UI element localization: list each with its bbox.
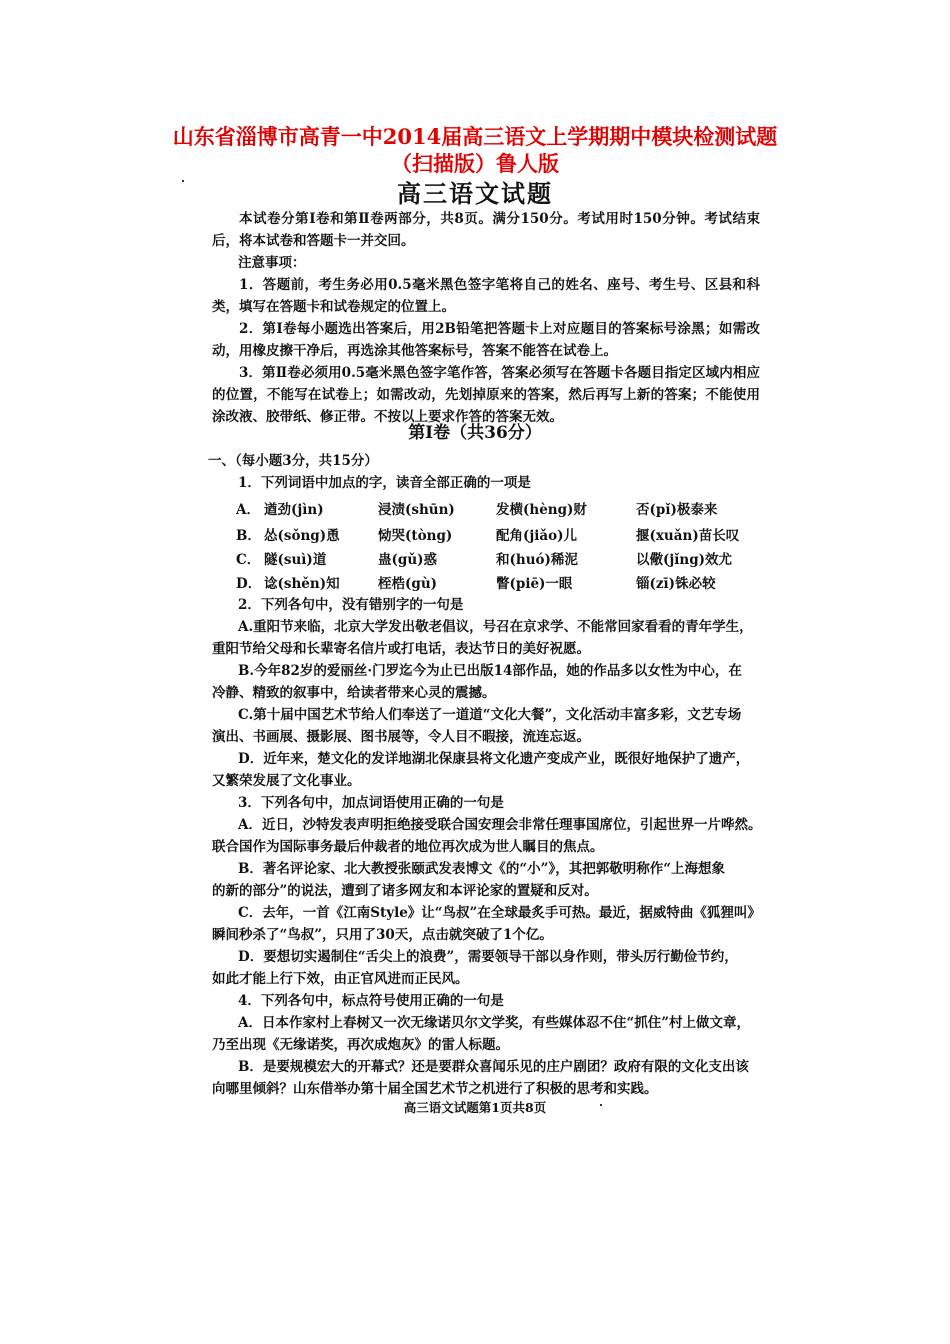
notice-label: 注意事项： <box>238 255 306 271</box>
option-text: C．去年，一首《江南Style》让“鸟叔”在全球最炙手可热。最近，据威特曲《狐狸叫》 <box>238 905 761 921</box>
option-text: B.今年82岁的爱丽丝·门罗迄今为止已出版14部作品，她的作品多以女性为中心，在 <box>238 663 742 679</box>
option-item: 配角(jiǎo)儿 <box>496 528 578 544</box>
option-text: 的新的部分”的说法，遭到了诸多网友和本评论家的置疑和反对。 <box>212 883 598 899</box>
option-text: 瞬间秒杀了“鸟叔”，只用了30天，点击就突破了1个亿。 <box>212 927 553 943</box>
option-text: C.第十届中国艺术节给人们奉送了一道道“文化大餐”，文化活动丰富多彩，文艺专场 <box>238 707 742 723</box>
notice-item-1: 1．答题前，考生务必用0.5毫米黑色签字笔将自己的姓名、座号、考生号、区县和科类，填写在答题卡和试卷规定的位置上。 <box>212 277 760 315</box>
option-text: D．要想切实遏制住“舌尖上的浪费”，需要领导干部以身作则，带头厉行勤俭节约， <box>238 949 738 965</box>
option-item: 谂(shěn)知 <box>264 576 340 592</box>
option-text: 联合国作为国际事务最后仲裁者的地位再次成为世人瞩目的焦点。 <box>212 839 604 855</box>
question-stem: 3．下列各句中，加点词语使用正确的一句是 <box>238 795 504 811</box>
option-text: 乃至出现《无缘诺奖，再次成炮灰》的雷人标题。 <box>212 1037 509 1053</box>
document-title-line1: 山东省淄博市高青一中2014届高三语文上学期期中模块检测试题 <box>172 124 778 149</box>
option-item: 浸渍(shūn) <box>378 502 455 518</box>
option-item: 遒劲(jìn) <box>264 502 324 518</box>
option-label: A． <box>236 502 260 518</box>
option-item: 和(huó)稀泥 <box>496 552 578 568</box>
section-heading: 第Ⅰ卷（共36分） <box>408 423 542 443</box>
option-text: D．近年来，楚文化的发详地湖北保康县将文化遗产变成产业，既很好地保护了遗产， <box>238 751 750 767</box>
option-label: B． <box>236 528 261 544</box>
option-item: 恸哭(tòng) <box>378 528 453 544</box>
document-title-line2: （扫描版）鲁人版 <box>391 151 559 176</box>
option-item: 桎梏(gù) <box>378 576 438 592</box>
page-footer: 高三语文试题第1页共8页 <box>403 1100 547 1115</box>
option-text: 如此才能上行下效，由正官风进而正民风。 <box>212 971 469 987</box>
option-text: A．近日，沙特发表声明拒绝接受联合国安理会非常任理事国席位，引起世界一片哗然。 <box>238 817 762 833</box>
option-item: 锱(zī)铢必较 <box>636 576 716 592</box>
option-text: 又繁荣发展了文化事业。 <box>212 773 361 789</box>
option-item: 怂(sǒng)恿 <box>264 528 340 544</box>
question-stem: 1．下列词语中加点的字，读音全部正确的一项是 <box>238 475 531 491</box>
option-text: 演出、书画展、摄影展、图书展等，令人目不暇接，流连忘返。 <box>212 729 590 745</box>
option-item: 否(pǐ)极泰来 <box>636 502 718 518</box>
option-text: A．日本作家村上春树又一次无缘诺贝尔文学奖，有些媒体忍不住“抓住”村上做文章， <box>238 1015 751 1031</box>
option-item: 以儆(jǐng)效尤 <box>636 552 733 568</box>
option-label: C． <box>236 552 261 568</box>
notice-item-3: 3．第Ⅱ卷必须用0.5毫米黑色签字笔作答，答案必须写在答题卡各题目指定区域内相应的位置，不能写在试卷上；如需改动，先划掉原来的答案，然后再写上新的答案；不能使用涂改液、胶带纸、修正带。不按以上要求作答的答案无效。 <box>212 365 760 425</box>
option-label: D． <box>236 576 262 592</box>
option-text: 向哪里倾斜？山东借举办第十届全国艺术节之机进行了积极的思考和实践。 <box>212 1081 658 1097</box>
option-item: 蛊(gǔ)惑 <box>378 552 438 568</box>
question-stem: 2．下列各句中，没有错别字的一句是 <box>238 597 464 613</box>
option-item: 瞥(piē)一眼 <box>496 576 573 592</box>
exam-intro: 本试卷分第Ⅰ卷和第Ⅱ卷两部分，共8页。满分150分。考试用时150分钟。考试结束后，将本试卷和答题卡一并交回。 <box>212 211 760 249</box>
option-text: A.重阳节来临，北京大学发出敬老倡议，号召在京求学、不能常回家看看的青年学生， <box>238 619 753 635</box>
part-heading: 一、（每小题3分，共15分） <box>208 453 378 469</box>
option-item: 揠(xuǎn)苗长叹 <box>636 528 740 544</box>
option-item: 隧(suì)道 <box>264 552 327 568</box>
option-text: 冷静、精致的叙事中，给读者带来心灵的震撼。 <box>212 685 496 701</box>
option-text: B．著名评论家、北大教授张颐武发表博文《的“小”》，其把郭敬明称作“上海想象 <box>238 861 725 877</box>
exam-title: 高三语文试题 <box>397 179 553 208</box>
option-item: 发横(hèng)财 <box>496 502 587 518</box>
question-stem: 4．下列各句中，标点符号使用正确的一句是 <box>238 993 504 1009</box>
option-text: 重阳节给父母和长辈寄名信片或打电话，表达节日的美好祝愿。 <box>212 641 590 657</box>
option-text: B．是要规模宏大的开幕式？还是要群众喜闻乐见的庄户剧团？政府有限的文化支出该 <box>238 1059 749 1075</box>
notice-item-2: 2．第Ⅰ卷每小题选出答案后，用2B铅笔把答题卡上对应题目的答案标号涂黑；如需改动，用橡皮擦干净后，再选涂其他答案标号，答案不能答在试卷上。 <box>212 321 760 359</box>
